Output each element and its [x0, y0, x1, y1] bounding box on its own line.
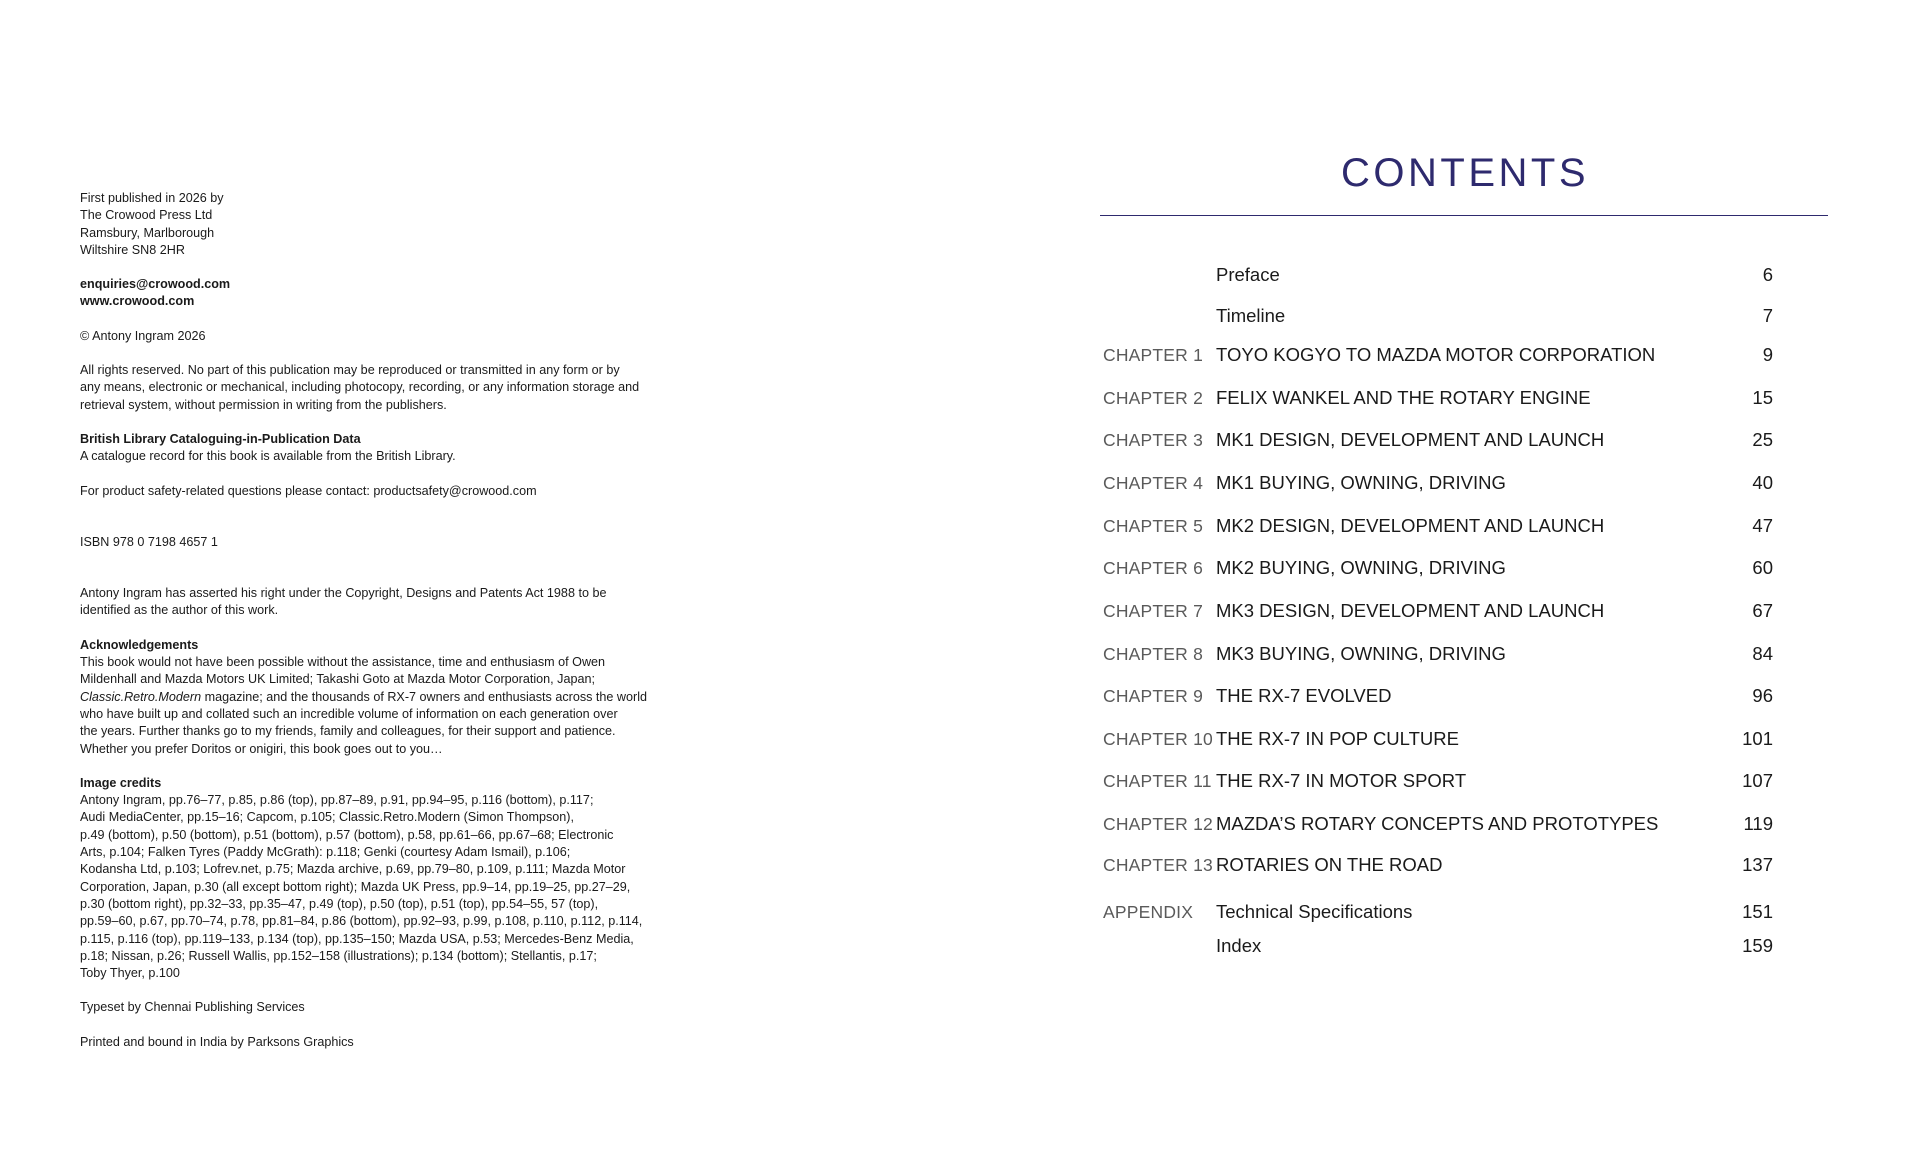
publisher-line: The Crowood Press Ltd [80, 208, 213, 223]
imprint-page [80, 190, 700, 1068]
ack-line: who have built up and collated such an incredible volume of information on each generation over [80, 706, 618, 721]
toc-entry-title: Timeline [1216, 305, 1286, 326]
toc-chapter-label: CHAPTER 8 [1103, 644, 1204, 664]
toc-page-number: 84 [1752, 643, 1773, 664]
ack-heading: Acknowledgements [80, 637, 199, 652]
contents-title: CONTENTS [1341, 151, 1589, 195]
toc-entry-title: MK2 BUYING, OWNING, DRIVING [1216, 557, 1506, 578]
toc-entry[interactable] [1100, 261, 1830, 289]
ack-line: Mildenhall and Mazda Motors UK Limited; Takashi Goto at Mazda Motor Corporation, Japan; [80, 672, 595, 687]
credits-line: Toby Thyer, p.100 [80, 966, 180, 981]
rights-statement [80, 362, 700, 414]
toc-entry-title: Preface [1216, 264, 1280, 285]
toc-entry-title: THE RX-7 IN MOTOR SPORT [1216, 770, 1467, 791]
cip-block [80, 431, 700, 466]
title-rule [1100, 215, 1828, 216]
ack-line: Whether you prefer Doritos or onigiri, this book goes out to you… [80, 741, 443, 756]
credits-line: Kodansha Ltd, p.103; Lofrev.net, p.75; Mazda archive, p.69, pp.79–80, p.109, p.111; Mazda Motor [80, 862, 626, 877]
toc-page-number: 40 [1752, 472, 1773, 493]
toc-entry-title: MK1 DESIGN, DEVELOPMENT AND LAUNCH [1216, 429, 1605, 450]
typeset-text: Typeset by Chennai Publishing Services [80, 1000, 305, 1015]
toc-entry[interactable] [1100, 597, 1830, 625]
toc-entry[interactable] [1100, 640, 1830, 668]
publisher-line: Ramsbury, Marlborough [80, 225, 215, 240]
toc-entry-title: MK2 DESIGN, DEVELOPMENT AND LAUNCH [1216, 515, 1605, 536]
toc-chapter-label: CHAPTER 10 [1103, 729, 1213, 749]
credits-line: p.49 (bottom), p.50 (bottom), p.51 (bottom), p.57 (bottom), p.58, pp.61–66, pp.67–68; Electronic [80, 827, 614, 842]
safety-text: For product safety-related questions please contact: productsafety@crowood.com [80, 483, 537, 498]
safety-block [80, 483, 700, 500]
toc-chapter-label: CHAPTER 9 [1103, 686, 1204, 706]
credits-line: Antony Ingram, pp.76–77, p.85, p.86 (top), pp.87–89, p.91, pp.94–95, p.116 (bottom), p.117; [80, 793, 594, 808]
credits-heading: Image credits [80, 775, 162, 790]
acknowledgements [80, 637, 700, 758]
toc-page-number: 6 [1762, 264, 1773, 285]
toc-page-number: 47 [1752, 515, 1773, 536]
toc-chapter-label: CHAPTER 7 [1103, 601, 1204, 621]
toc-chapter-label: CHAPTER 11 [1103, 771, 1212, 791]
toc-entry[interactable] [1100, 851, 1830, 879]
toc-page-number: 9 [1762, 344, 1773, 365]
credits-line: p.18; Nissan, p.26; Russell Wallis, pp.152–158 (illustrations); p.134 (bottom); Stellantis, p.17; [80, 948, 597, 963]
ack-line-rest: magazine; and the thousands of RX-7 owners and enthusiasts across the world [201, 689, 648, 704]
toc-entry[interactable] [1100, 725, 1830, 753]
toc-entry-title: MK3 BUYING, OWNING, DRIVING [1216, 643, 1506, 664]
toc-chapter-label: CHAPTER 2 [1103, 388, 1204, 408]
credits-line: p.30 (bottom right), pp.32–33, pp.35–47, p.49 (top), p.50 (top), p.51 (top), pp.54–55, 57 (top), [80, 896, 599, 911]
toc-page-number: 67 [1752, 600, 1773, 621]
toc-entry[interactable] [1100, 682, 1830, 710]
toc-entry-title: MK1 BUYING, OWNING, DRIVING [1216, 472, 1506, 493]
toc-entry-title: FELIX WANKEL AND THE ROTARY ENGINE [1216, 387, 1591, 408]
typeset-credit [80, 999, 700, 1016]
author-rights-line: Antony Ingram has asserted his right under the Copyright, Designs and Patents Act 1988 to be [80, 586, 607, 601]
ack-line: This book would not have been possible without the assistance, time and enthusiasm of Owen [80, 655, 606, 670]
magazine-name: Classic.Retro.Modern [80, 689, 202, 704]
credits-line: pp.59–60, p.67, pp.70–74, p.78, pp.81–84, p.86 (bottom), pp.92–93, p.99, p.108, p.110, p.112, p.114, [80, 914, 643, 929]
toc-entry-title: THE RX-7 EVOLVED [1216, 685, 1392, 706]
toc-page-number: 107 [1742, 770, 1773, 791]
toc-entry[interactable] [1100, 341, 1830, 369]
ack-line: the years. Further thanks go to my friends, family and colleagues, for their support and patience. [80, 724, 616, 739]
author-rights-line: identified as the author of this work. [80, 603, 279, 618]
isbn-block [80, 534, 700, 551]
cip-text: A catalogue record for this book is available from the British Library. [80, 449, 456, 464]
toc-chapter-label: CHAPTER 6 [1103, 558, 1204, 578]
toc-page-number: 119 [1743, 813, 1773, 834]
toc-entry-title: TOYO KOGYO TO MAZDA MOTOR CORPORATION [1216, 344, 1656, 365]
rights-line: retrieval system, without permission in writing from the publishers. [80, 397, 447, 412]
toc-entry[interactable] [1100, 512, 1830, 540]
toc-entry[interactable] [1100, 810, 1830, 838]
toc-entry[interactable] [1100, 302, 1830, 330]
isbn-text: ISBN 978 0 7198 4657 1 [80, 534, 218, 549]
publisher-address [80, 190, 700, 259]
toc-entry-title: Index [1216, 935, 1262, 956]
toc-chapter-label: CHAPTER 5 [1103, 516, 1204, 536]
toc-page-number: 60 [1752, 557, 1773, 578]
printed-text: Printed and bound in India by Parksons Graphics [80, 1034, 354, 1049]
credits-line: p.115, p.116 (top), pp.119–133, p.134 (top), pp.135–150; Mazda USA, p.53; Mercedes-Benz Media, [80, 931, 634, 946]
toc-chapter-label: CHAPTER 12 [1103, 814, 1213, 834]
toc-entry-title: THE RX-7 IN POP CULTURE [1216, 728, 1459, 749]
toc-page-number: 7 [1762, 305, 1773, 326]
toc-chapter-label: CHAPTER 3 [1103, 430, 1204, 450]
credits-line: Arts, p.104; Falken Tyres (Paddy McGrath): p.118; Genki (courtesy Adam Ismail), p.106; [80, 845, 571, 860]
toc-entry[interactable] [1100, 767, 1830, 795]
toc-entry[interactable] [1100, 932, 1830, 960]
publisher-line: First published in 2026 by [80, 191, 224, 205]
publisher-contacts [80, 276, 700, 311]
credits-line: Corporation, Japan, p.30 (all except bottom right); Mazda UK Press, pp.9–14, pp.19–25, pp.27–29, [80, 879, 631, 894]
email-link[interactable]: enquiries@crowood.com [80, 277, 231, 292]
toc-page-number: 137 [1742, 854, 1773, 875]
toc-entry[interactable] [1100, 384, 1830, 412]
toc-chapter-label: APPENDIX [1103, 902, 1194, 922]
toc-page-number: 15 [1752, 387, 1773, 408]
rights-line: any means, electronic or mechanical, including photocopy, recording, or any information storage and [80, 380, 640, 395]
toc-entry-title: MK3 DESIGN, DEVELOPMENT AND LAUNCH [1216, 600, 1605, 621]
cip-heading: British Library Cataloguing-in-Publication Data [80, 431, 361, 446]
printer-credit [80, 1034, 700, 1051]
toc-page-number: 96 [1752, 685, 1773, 706]
image-credits [80, 775, 700, 983]
toc-entry-title: MAZDA’S ROTARY CONCEPTS AND PROTOTYPES [1216, 813, 1659, 834]
toc-page-number: 25 [1752, 429, 1773, 450]
toc-chapter-label: CHAPTER 13 [1103, 855, 1213, 875]
copyright-notice [80, 328, 700, 345]
credits-line: Audi MediaCenter, pp.15–16; Capcom, p.105; Classic.Retro.Modern (Simon Thompson), [80, 810, 574, 825]
toc-entry[interactable] [1100, 898, 1830, 926]
publisher-line: Wiltshire SN8 2HR [80, 242, 185, 257]
website-link[interactable]: www.crowood.com [80, 294, 195, 309]
rights-line: All rights reserved. No part of this publication may be reproduced or transmitted in any form or by [80, 363, 620, 378]
toc-entry[interactable] [1100, 469, 1830, 497]
ack-line [80, 689, 700, 706]
toc-entry-title: Technical Specifications [1216, 901, 1413, 922]
copyright-text: © Antony Ingram 2026 [80, 328, 206, 343]
toc-chapter-label: CHAPTER 1 [1103, 345, 1204, 365]
author-rights [80, 585, 700, 620]
toc-entry-title: ROTARIES ON THE ROAD [1216, 854, 1443, 875]
toc-chapter-label: CHAPTER 4 [1103, 473, 1204, 493]
toc-page-number: 159 [1742, 935, 1773, 956]
toc-entry[interactable] [1100, 554, 1830, 582]
toc-entry[interactable] [1100, 426, 1830, 454]
toc-page-number: 101 [1742, 728, 1773, 749]
toc-page-number: 151 [1742, 901, 1773, 922]
